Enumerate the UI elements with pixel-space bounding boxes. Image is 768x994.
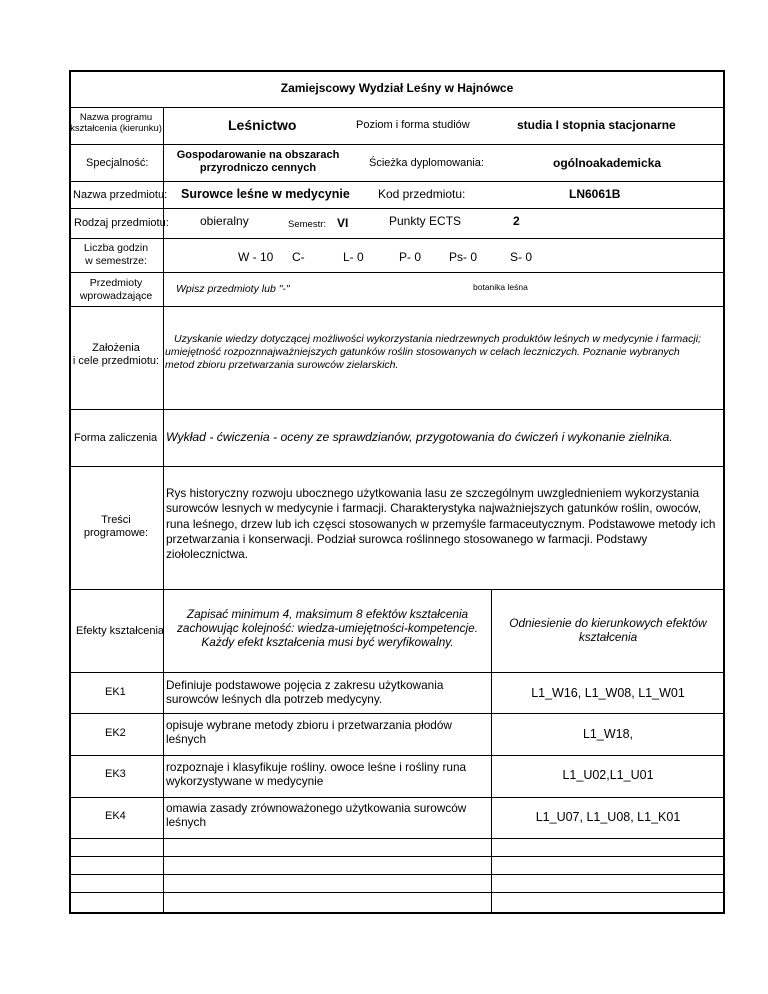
prerequisites-label: Przedmioty wprowadzające [79,277,153,302]
row-divider [69,144,725,145]
outcome-reference: L1_W18, [582,727,634,741]
prerequisites-hint: Wpisz przedmioty lub "-" [176,283,290,295]
outcome-reference: L1_W16, L1_W08, L1_W01 [531,686,685,700]
outcomes-label: Efekty kształcenia [76,625,165,637]
study-level-value: studia I stopnia stacjonarne [517,118,676,132]
hours-exercises: C- [292,250,305,264]
outcome-text: omawia zasady zrównoważonego użytkowania surowców leśnych [166,801,467,830]
prerequisites-value: botanika leśna [473,282,528,292]
page-title: Zamiejscowy Wydział Leśny w Hajnówce [280,81,514,95]
outcome-text: opisuje wybrane metody zbioru i przetwarzania płodów leśnych [166,718,452,747]
goals-label: Założenia i cele przedmiotu: [72,342,160,368]
outcome-id: EK3 [105,768,126,780]
row-divider [69,208,725,209]
outcomes-reference-header: Odniesienie do kierunkowych efektów kształcenia [509,616,707,645]
content-label: Treści programowe: [83,514,149,540]
diploma-path-value: ogólnoakademicka [553,156,662,170]
outcome-text: Definiuje podstawowe pojęcia z zakresu użytkowania surowców leśnych dla potrzeb medycyny. [166,678,444,707]
hours-seminar: S- 0 [510,250,533,264]
outcome-reference: L1_U02,L1_U01 [562,768,654,782]
outcome-id: EK2 [105,727,126,739]
row-divider [69,892,725,893]
hours-lecture: W - 10 [238,250,274,264]
specialty-value: Gospodarowanie na obszarach przyrodniczo cennych [176,149,340,175]
row-divider [69,107,725,108]
row-divider [69,797,725,798]
ects-value: 2 [513,214,520,228]
row-divider [69,838,725,839]
row-divider [69,589,725,590]
semester-value: VI [337,216,349,230]
hours-ps: Ps- 0 [449,250,478,264]
specialty-label: Specjalność: [86,157,149,169]
semester-label: Semestr: [288,219,327,230]
assessment-label: Forma zaliczenia [74,432,158,444]
row-divider [69,856,725,857]
row-divider [69,874,725,875]
row-divider [69,672,725,673]
row-divider [69,409,725,410]
assessment-text: Wykład - ćwiczenia - oceny ze sprawdzianów, przygotowania do ćwiczeń i wykonanie zielnika. [166,430,673,444]
course-code-label: Kod przedmiotu: [378,187,466,201]
outcomes-instruction: Zapisać minimum 4, maksimum 8 efektów kształcenia zachowując kolejność: wiedza-umiejętności-kompetencje. Każdy efekt kształcenia musi być weryfikowalny. [177,607,478,650]
content-text: Rys historyczny rozwoju ubocznego użytkowania lasu ze szczególnym uwzglednieniem wykorzystania surowców lesnych w medycynie i farmacji. Charakterystyka najważniejszych gatunków roślin, owoców, runa leśnego, drzew lub ich częsci stosowanych w przemyśle farmaceutycznym. Podstawowe metody ich przetwarzania i konserwacji. Podział surowca roślinnego stosowanego w farmacji. Podstawy ziołolecznictwa. [166,486,716,562]
row-divider [69,755,725,756]
outcome-text: rozpoznaje i klasyfikuje rośliny. owoce leśne i rośliny runa wykorzystywane w medycynie [166,760,467,789]
ects-label: Punkty ECTS [389,214,462,228]
study-level-label: Poziom i forma studiów [356,119,470,131]
course-code-value: LN6061B [569,187,621,201]
outcome-id: EK1 [105,686,126,698]
row-divider [69,181,725,182]
program-value: Leśnictwo [228,117,297,133]
row-divider [69,238,725,239]
row-divider [69,466,725,467]
program-label: Nazwa programu kształcenia (kierunku) [70,112,162,135]
course-type-label: Rodzaj przedmiotu: [74,217,169,229]
row-divider [69,713,725,714]
row-divider [69,272,725,273]
outcome-id: EK4 [105,810,126,822]
diploma-path-label: Ścieżka dyplomowania: [369,157,484,169]
hours-lab: L- 0 [343,250,364,264]
outcome-reference: L1_U07, L1_U08, L1_K01 [535,810,681,824]
subject-label: Nazwa przedmiotu: [73,189,168,201]
hours-project: P- 0 [399,250,422,264]
course-type-value: obieralny [200,214,249,228]
hours-label: Liczba godzin w semestrze: [83,242,149,267]
row-divider [69,306,725,307]
goals-text: Uzyskanie wiedzy dotyczącej możliwości wykorzystania niedrzewnych produktów leśnych w medycynie i farmacji; umiejętność rozpoznnajważniejszych gatunków roślin stosowanych w celach leczniczych. Poznanie wybranych metod zbioru przetwarzania surowców zielarskich. [165,333,701,371]
subject-value: Surowce leśne w medycynie [181,187,350,201]
